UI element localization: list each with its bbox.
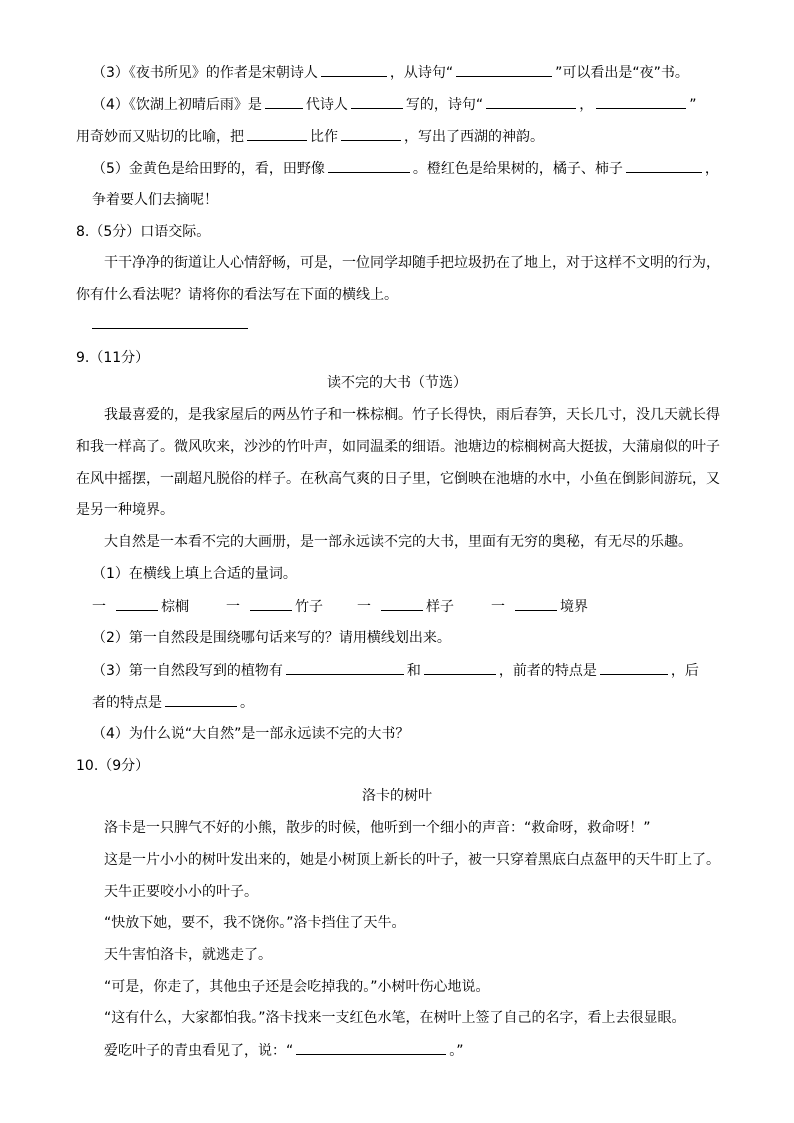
q9-item4: （4）为什么说“大自然”是一部永远读不完的大书？	[92, 726, 410, 742]
q7-item5	[92, 158, 719, 179]
measure-noun: 竹子	[295, 599, 323, 615]
answer-blank[interactable]	[515, 596, 557, 611]
q7-item4-line2-b: 比作	[310, 129, 338, 145]
q9-item3-text-a: （3）第一自然段写到的植物有	[92, 663, 283, 679]
q7-item4-text-a: （4）《饮湖上初晴后雨》是	[92, 97, 262, 113]
q9-item3	[92, 660, 699, 681]
answer-blank[interactable]	[351, 94, 403, 109]
measure-prefix: 一	[226, 599, 240, 615]
q9-item3-text-c: ，前者的特点是	[498, 663, 597, 679]
q9-item3-text-d: ，后	[670, 663, 699, 679]
answer-blank[interactable]	[600, 660, 668, 675]
answer-blank[interactable]	[456, 62, 552, 77]
answer-blank[interactable]	[328, 158, 410, 173]
q7-item3	[92, 62, 689, 83]
measure-group	[226, 596, 357, 617]
q10-line2: 这是一片小小的树叶发出来的，她是小树顶上新长的叶子，被一只穿着黑底白点盔甲的天牛盯上了。	[104, 852, 720, 868]
q8-answer-line[interactable]	[92, 328, 248, 329]
answer-blank[interactable]	[165, 692, 237, 707]
q9-item1: （1）在横线上填上合适的量词。	[92, 566, 297, 582]
q10-line8-text-a: 爱吃叶子的青虫看见了，说：“	[104, 1043, 294, 1059]
answer-blank[interactable]	[247, 126, 307, 141]
q8-paragraph-line1: 干干净净的街道让人心情舒畅，可是，一位同学却随手把垃圾扔在了地上，对于这样不文明的行为，	[104, 255, 720, 271]
answer-blank[interactable]	[296, 1040, 446, 1055]
q10-line6: “可是，你走了，其他虫子还是会吃掉我的。”小树叶伤心地说。	[104, 979, 490, 995]
q10-line8	[104, 1040, 464, 1061]
q7-item4-text-c: 写的，诗句“	[405, 97, 484, 113]
answer-blank[interactable]	[116, 596, 158, 611]
answer-blank[interactable]	[250, 596, 292, 611]
q7-item4-text-d: ，	[579, 97, 594, 113]
q9-paragraph2: 大自然是一本看不完的大画册，是一部永远读不完的大书，里面有无穷的奥秘，有无尽的乐趣。	[104, 534, 692, 550]
q9-measure-word-row	[92, 596, 588, 617]
q10-line3: 天牛正要咬小小的叶子。	[104, 884, 258, 900]
answer-blank[interactable]	[321, 62, 387, 77]
q10-line4: “快放下她，要不，我不饶你。”洛卡挡住了天牛。	[104, 915, 406, 931]
q9-paragraph1-line2: 和我一样高了。微风吹来，沙沙的竹叶声，如同温柔的细语。池塘边的棕榈树高大挺拔，大蒲扇似的叶子	[76, 439, 720, 455]
q7-item4-line2-a: 用奇妙而又贴切的比喻，把	[76, 129, 244, 145]
q7-item4-line2-c: ，写出了西湖的神韵。	[404, 129, 544, 145]
q7-item4-text-b: 代诗人	[305, 97, 348, 113]
q9-heading: 9.（11分）	[76, 350, 150, 366]
answer-blank[interactable]	[626, 158, 702, 173]
q9-paragraph1-line1: 我最喜爱的，是我家屋后的两丛竹子和一株棕榈。竹子长得快，雨后春笋，天长几寸，没几天就长得	[104, 407, 720, 423]
measure-group	[491, 596, 588, 617]
q8-heading: 8.（5分）口语交际。	[76, 224, 211, 240]
q7-item4-text-e: ”	[689, 97, 697, 113]
measure-noun: 境界	[560, 599, 588, 615]
q10-line8-text-b: 。”	[449, 1043, 464, 1059]
q10-heading: 10.（9分）	[76, 758, 150, 774]
measure-prefix: 一	[92, 599, 106, 615]
answer-blank[interactable]	[486, 94, 576, 109]
answer-blank[interactable]	[265, 94, 303, 109]
q7-item4	[92, 94, 696, 115]
q7-item5-line2: 争着要人们去摘呢！	[92, 192, 218, 208]
q10-line5: 天牛害怕洛卡，就逃走了。	[104, 947, 272, 963]
answer-blank[interactable]	[596, 94, 686, 109]
q7-item4-line2	[76, 126, 544, 147]
answer-blank[interactable]	[381, 596, 423, 611]
q9-item3-text-b: 和	[406, 663, 421, 679]
q9-paragraph1-line3: 在风中摇摆，一副超凡脱俗的样子。在秋高气爽的日子里，它倒映在池塘的水中，小鱼在倒影间游玩，又	[76, 471, 720, 487]
q9-paragraph1-line4: 是另一种境界。	[76, 502, 174, 518]
q7-item5-text-c: ，	[704, 161, 719, 177]
measure-noun: 样子	[426, 599, 454, 615]
answer-blank[interactable]	[286, 660, 404, 675]
q7-item3-text-c: ”可以看出是“夜”书。	[555, 65, 689, 81]
q10-line1: 洛卡是一只脾气不好的小熊，散步的时候，他听到一个细小的声音：“救命呀，救命呀！”	[104, 820, 651, 836]
q7-item5-text-a: （5）金黄色是给田野的，看，田野像	[92, 161, 325, 177]
q7-item3-text-a: （3）《夜书所见》的作者是宋朝诗人	[92, 65, 318, 81]
measure-group	[92, 596, 226, 617]
q9-item3-line2-a: 者的特点是	[92, 695, 162, 711]
q8-paragraph-line2: 你有什么看法呢？请将你的看法写在下面的横线上。	[76, 287, 398, 303]
q9-item3-line2-b: 。	[240, 695, 254, 711]
measure-prefix: 一	[357, 599, 371, 615]
answer-blank[interactable]	[424, 660, 496, 675]
answer-blank[interactable]	[341, 126, 401, 141]
q9-passage-title: 读不完的大书（节选）	[327, 375, 467, 391]
q9-item2: （2）第一自然段是围绕哪句话来写的？请用横线划出来。	[92, 630, 451, 646]
measure-noun: 棕榈	[161, 599, 189, 615]
q10-line7: “这有什么，大家都怕我。”洛卡找来一支红色水笔，在树叶上签了自己的名字，看上去很显眼。	[104, 1010, 686, 1026]
q10-passage-title: 洛卡的树叶	[362, 788, 432, 804]
q7-item5-text-b: 。橙红色是给果树的，橘子、柿子	[412, 161, 623, 177]
q9-item3-line2	[92, 692, 254, 713]
measure-group	[357, 596, 491, 617]
q7-item3-text-b: ，从诗句“	[389, 65, 454, 81]
measure-prefix: 一	[491, 599, 505, 615]
